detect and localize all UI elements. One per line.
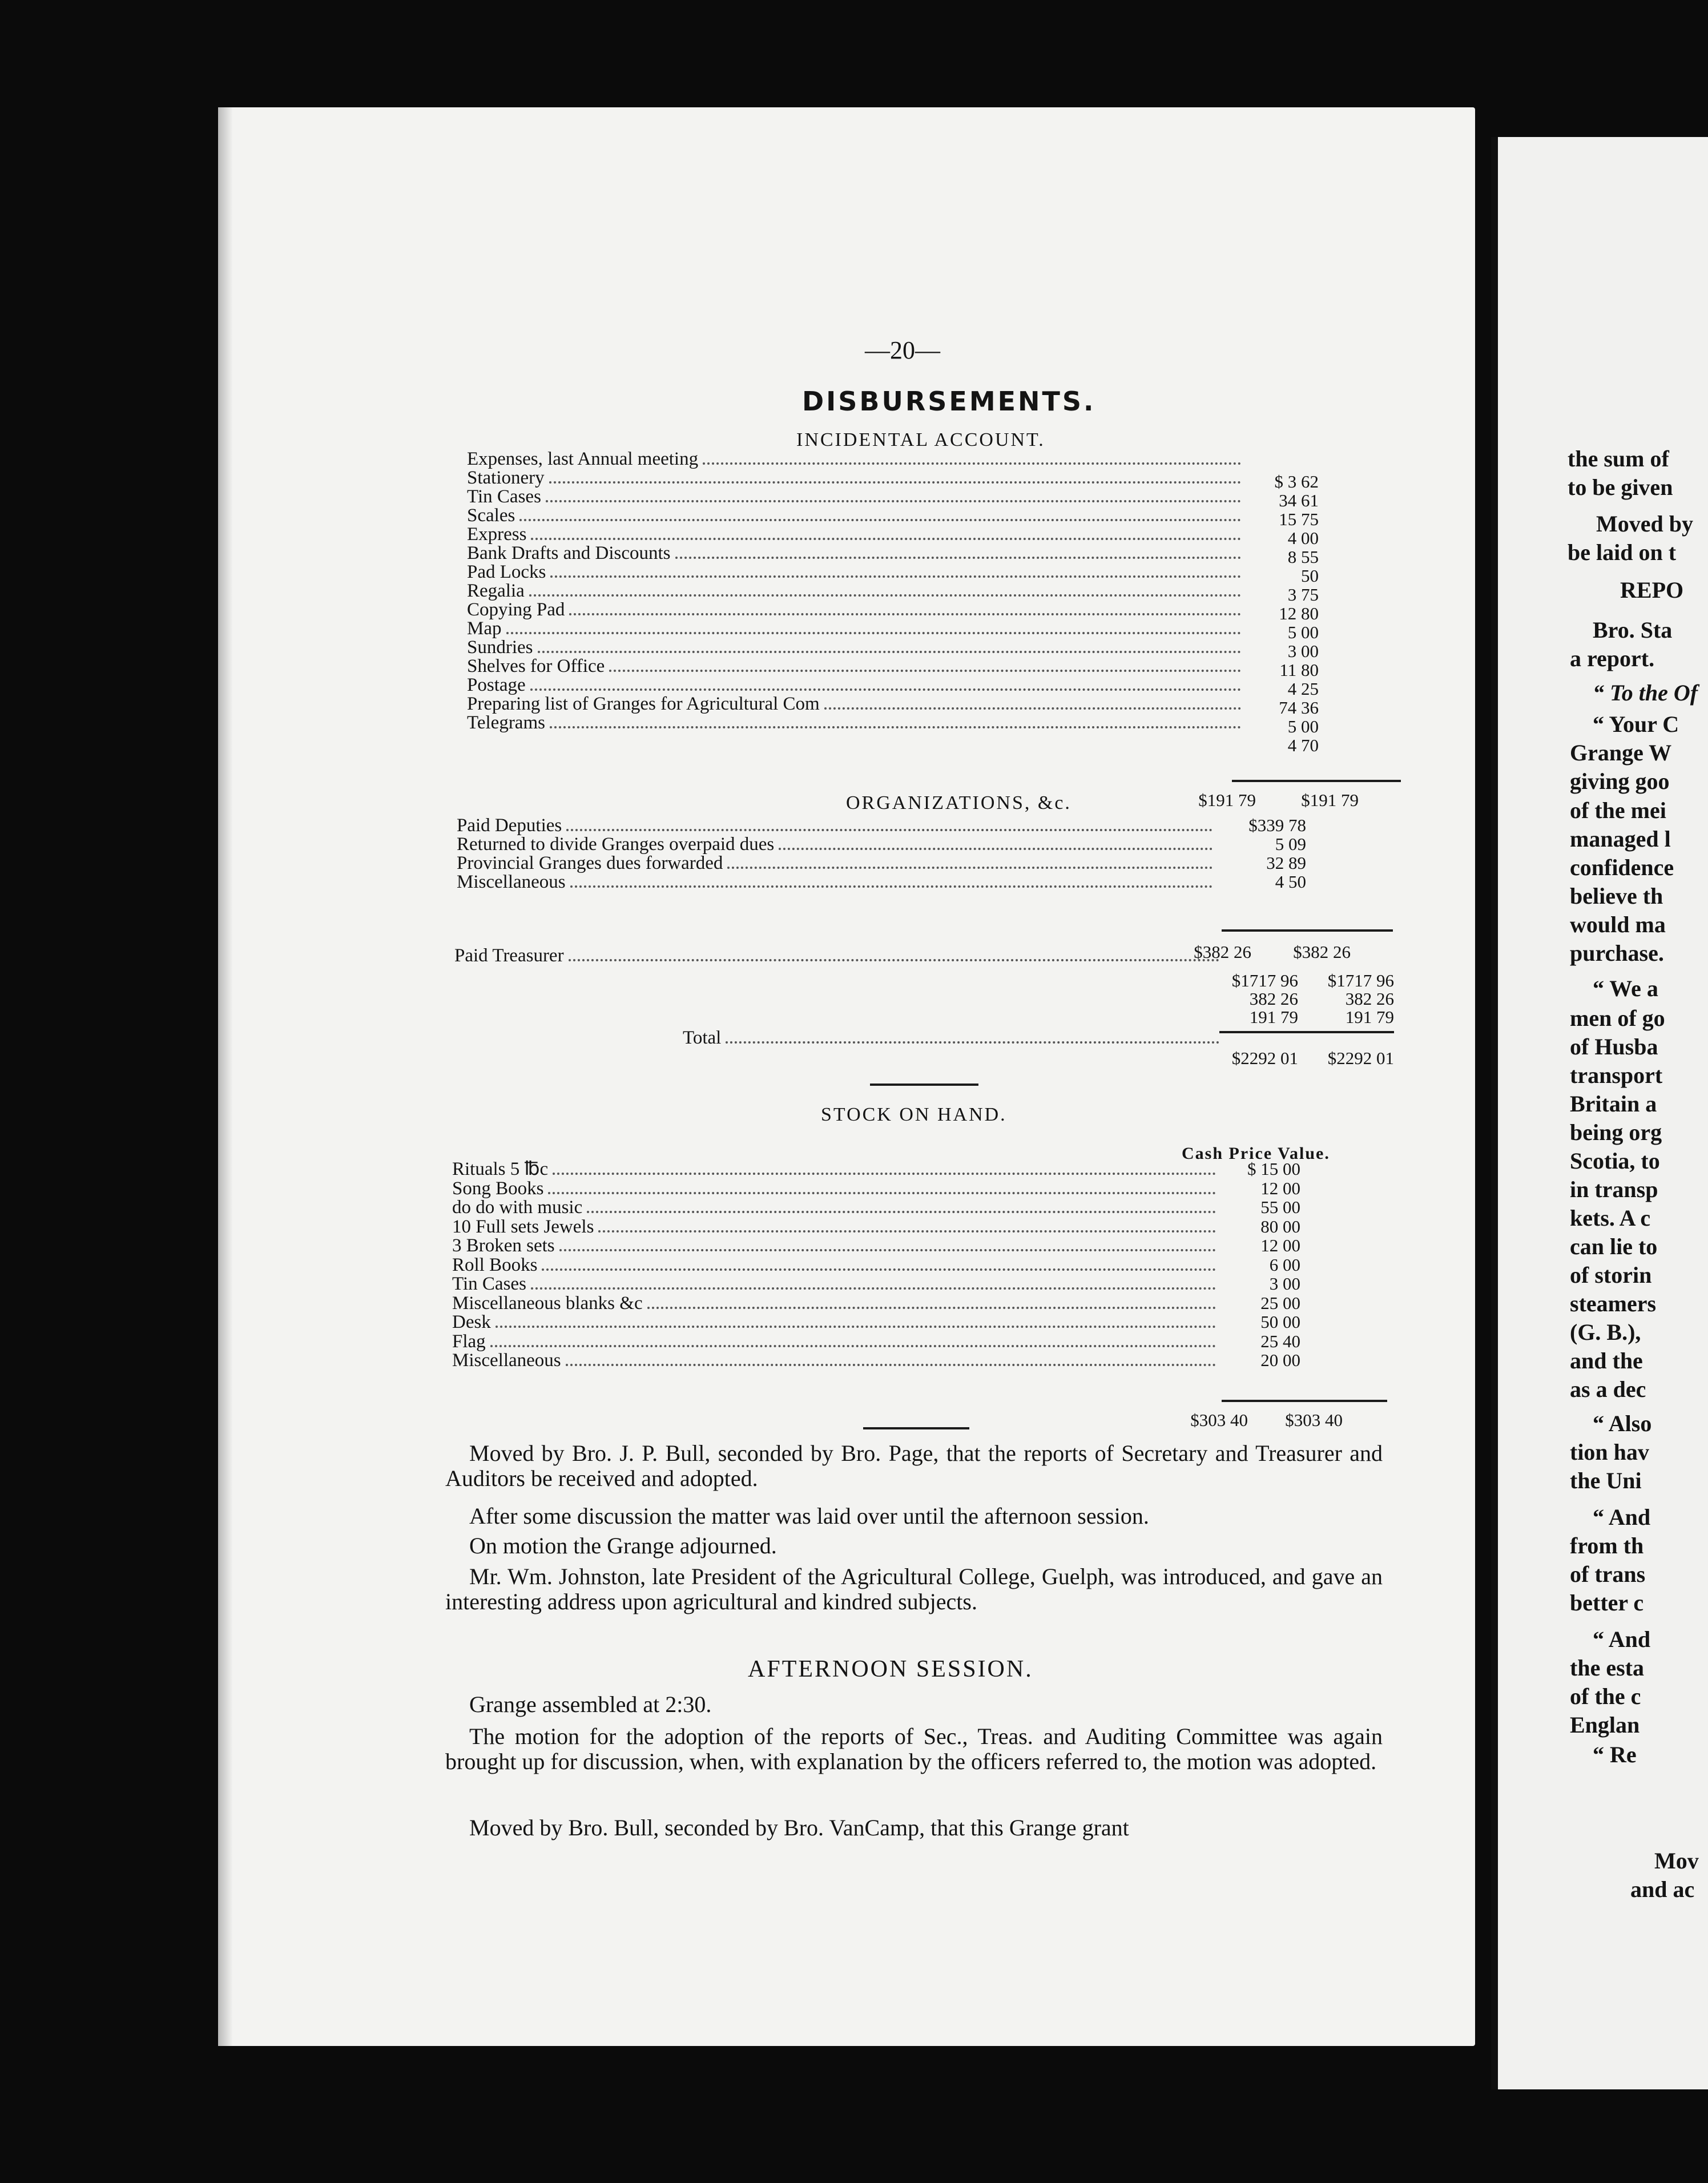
stock-item-row [452, 1159, 1219, 1179]
incidental-item-leader-dots [550, 562, 1241, 578]
facing-page-line: Englan [1570, 1712, 1640, 1738]
incidental-item-row [467, 675, 1244, 695]
stock-item-row [452, 1217, 1219, 1237]
stock-item-amount: 6 00 [1269, 1254, 1300, 1275]
incidental-item-leader-dots [703, 449, 1241, 465]
incidental-item-row [467, 599, 1244, 620]
facing-page-line: “ And [1593, 1626, 1651, 1652]
stock-item-row [452, 1312, 1219, 1332]
treasurer-amount-right: 382 26 [1345, 989, 1394, 1009]
facing-page-line: “ Also [1593, 1411, 1652, 1436]
facing-page-line: would ma [1570, 912, 1666, 937]
incidental-item-amount: 4 25 [1287, 679, 1319, 699]
stock-item-row [452, 1235, 1219, 1256]
paragraph-moved-bull: Moved by Bro. J. P. Bull, seconded by Bro. Page, that the reports of Secretary and Treasurer and Auditors be received and adopted. [445, 1440, 1383, 1491]
stock-item-row [452, 1274, 1219, 1294]
stock-item-row [452, 1350, 1219, 1371]
incidental-item-leader-dots [530, 675, 1241, 691]
facing-page-line: can lie to [1570, 1234, 1658, 1259]
stock-item-amount: 12 00 [1260, 1235, 1300, 1255]
facing-page-line: of storin [1570, 1262, 1652, 1288]
organizations-total-rule [1222, 929, 1393, 932]
organization-item-row [457, 834, 1216, 855]
facing-page-line: steamers [1570, 1291, 1657, 1316]
stock-item-amount: 55 00 [1260, 1197, 1300, 1217]
facing-page-line: better c [1570, 1590, 1644, 1616]
treasurer-amount-right: 191 79 [1345, 1007, 1394, 1027]
stock-item-amount: 12 00 [1260, 1178, 1300, 1198]
incidental-item-label: Preparing list of Granges for Agricultural Com [467, 694, 820, 714]
incidental-item-row [467, 562, 1244, 582]
treasurer-amount-right: $1717 96 [1327, 970, 1394, 990]
stock-item-amount: 20 00 [1260, 1350, 1300, 1370]
organization-item-amount: 4 50 [1275, 872, 1306, 892]
facing-page-line: giving goo [1570, 768, 1670, 794]
facing-page-line: “ To the Of [1593, 680, 1698, 706]
incidental-item-leader-dots [824, 694, 1241, 710]
stock-item-row [452, 1178, 1219, 1199]
incidental-item-label: Regalia [467, 581, 525, 601]
incidental-item-row [467, 524, 1244, 545]
facing-page-line: the sum of [1568, 446, 1669, 472]
stock-item-leader-dots [559, 1235, 1216, 1251]
incidental-total: $191 79 [1198, 790, 1256, 810]
grand-total-leader-dots [726, 1028, 1219, 1044]
organization-item-leader-dots [727, 853, 1212, 869]
incidental-item-leader-dots [531, 524, 1241, 540]
facing-page-line: managed l [1570, 826, 1671, 852]
paragraph-johnston: Mr. Wm. Johnston, late President of the Agricultural College, Guelph, was introduced, and gave an interesting address upon agricultural and kindred subjects. [445, 1564, 1383, 1614]
incidental-item-leader-dots [675, 543, 1241, 559]
treasurer-total-rule [1219, 1031, 1394, 1033]
stock-item-amount: 50 00 [1260, 1312, 1300, 1332]
stock-total-carried: $303 40 [1285, 1410, 1343, 1430]
incidental-item-row [467, 449, 1244, 469]
facing-page-line: being org [1570, 1119, 1662, 1145]
stock-item-leader-dots [531, 1274, 1216, 1290]
incidental-item-row [467, 618, 1244, 639]
organizations-heading: ORGANIZATIONS, &c. [846, 792, 1071, 813]
facing-page-line: (G. B.), [1570, 1319, 1641, 1345]
facing-page-line: “ Re [1593, 1742, 1637, 1767]
incidental-item-amount: 3 00 [1287, 641, 1319, 661]
incidental-item-label: Scales [467, 505, 515, 526]
incidental-item-row [467, 712, 1244, 733]
treasurer-leader-dots [569, 945, 1219, 961]
stock-item-leader-dots [647, 1293, 1216, 1309]
afternoon-session-heading: AFTERNOON SESSION. [748, 1656, 1033, 1682]
incidental-item-amount: 4 00 [1287, 528, 1319, 548]
incidental-item-row [467, 637, 1244, 658]
incidental-item-row [467, 486, 1244, 507]
facing-page-line: and ac [1630, 1876, 1695, 1902]
facing-page-line: men of go [1570, 1005, 1665, 1031]
stock-item-label: Desk [452, 1312, 491, 1332]
stock-item-leader-dots [490, 1331, 1216, 1347]
incidental-item-label: Bank Drafts and Discounts [467, 543, 671, 563]
incidental-item-amount: 11 80 [1279, 660, 1319, 680]
facing-page-line: as a dec [1570, 1376, 1646, 1402]
cash-price-value-header: Cash Price Value. [1182, 1144, 1330, 1163]
incidental-item-row [467, 581, 1244, 601]
incidental-item-label: Expenses, last Annual meeting [467, 449, 699, 469]
incidental-item-row [467, 656, 1244, 676]
stock-item-amount: 25 40 [1260, 1331, 1300, 1351]
stock-item-label: Tin Cases [452, 1274, 526, 1294]
treasurer-amount-left: $1717 96 [1231, 970, 1298, 990]
stock-item-amount: 25 00 [1260, 1292, 1300, 1313]
stock-item-label: 3 Broken sets [452, 1235, 555, 1256]
organizations-total: $382 26 [1194, 942, 1251, 962]
facing-page-line: kets. A c [1570, 1205, 1651, 1231]
incidental-total-rule [1232, 780, 1401, 782]
incidental-item-label: Sundries [467, 637, 533, 658]
page-number: —20— [865, 336, 940, 364]
facing-page-line: Britain a [1570, 1091, 1657, 1117]
organization-item-leader-dots [779, 834, 1212, 850]
stock-item-label: do do with music [452, 1197, 583, 1218]
organization-item-row [457, 815, 1216, 836]
facing-page-line: Moved by [1596, 511, 1693, 537]
incidental-item-leader-dots [529, 581, 1241, 597]
incidental-item-row [467, 694, 1244, 714]
paragraph-moved-vancamp: Moved by Bro. Bull, seconded by Bro. VanCamp, that this Grange grant [469, 1815, 1129, 1840]
stock-item-label: 10 Full sets Jewels [452, 1216, 594, 1237]
incidental-item-amount: 5 00 [1287, 622, 1319, 642]
facing-page-line: a report. [1570, 646, 1655, 671]
stock-item-leader-dots [598, 1217, 1216, 1233]
facing-page-line: REPO [1620, 577, 1684, 603]
treasurer-continuation-dots [651, 970, 1210, 984]
incidental-item-label: Copying Pad [467, 599, 565, 620]
facing-page-line: “ Your C [1593, 711, 1679, 737]
incidental-item-leader-dots [550, 712, 1241, 728]
organization-item-label: Miscellaneous [457, 872, 566, 892]
facing-page-line: the Uni [1570, 1468, 1642, 1493]
facing-page-line: transport [1570, 1062, 1663, 1088]
paragraph-motion-adoption: The motion for the adoption of the reports of Sec., Treas. and Auditing Committee was again brought up for discussion, when, with explanation by the officers referred to, the motion was adopted. [445, 1723, 1383, 1774]
organization-item-label: Paid Deputies [457, 815, 562, 836]
organizations-total-carried: $382 26 [1293, 942, 1351, 962]
facing-page-line: and the [1570, 1348, 1643, 1374]
treasurer-amount-left: 382 26 [1249, 989, 1298, 1009]
section-divider-2 [863, 1427, 969, 1429]
incidental-item-amount: 12 80 [1279, 603, 1319, 623]
incidental-account-heading: INCIDENTAL ACCOUNT. [796, 429, 1045, 450]
incidental-item-label: Stationery [467, 468, 545, 488]
treasurer-row [454, 945, 1219, 966]
facing-page-line: confidence [1570, 855, 1674, 880]
incidental-item-amount: 3 75 [1287, 585, 1319, 605]
incidental-item-row [467, 468, 1244, 488]
incidental-item-amount: 34 61 [1279, 490, 1319, 510]
facing-page-line: be laid on t [1568, 539, 1677, 565]
facing-page-line: tion hav [1570, 1439, 1649, 1465]
organization-item-leader-dots [570, 872, 1212, 888]
incidental-item-leader-dots [549, 468, 1241, 484]
stock-on-hand-heading: STOCK ON HAND. [821, 1104, 1007, 1125]
section-divider [870, 1084, 978, 1086]
treasurer-amount-left: 191 79 [1249, 1007, 1298, 1027]
incidental-item-amount: 74 36 [1279, 698, 1319, 718]
stock-item-leader-dots [496, 1312, 1216, 1328]
facing-page-line: “ We a [1593, 976, 1658, 1001]
facing-page-line: believe th [1570, 883, 1663, 909]
stock-total-rule [1222, 1400, 1387, 1402]
stock-item-leader-dots [553, 1159, 1216, 1175]
facing-page-line: “ And [1593, 1504, 1651, 1530]
incidental-item-amount: 4 70 [1287, 735, 1319, 755]
grand-total-left: $2292 01 [1231, 1048, 1298, 1068]
incidental-item-amount: $ 3 62 [1274, 472, 1319, 492]
organization-item-amount: $339 78 [1248, 815, 1306, 835]
organization-item-row [457, 872, 1216, 892]
stock-item-label: Song Books [452, 1178, 544, 1199]
incidental-item-leader-dots [569, 599, 1241, 615]
stock-item-leader-dots [542, 1255, 1216, 1271]
organization-item-leader-dots [566, 815, 1212, 831]
facing-page-line: Bro. Sta [1593, 617, 1673, 643]
stock-item-leader-dots [587, 1197, 1216, 1213]
incidental-item-amount: 15 75 [1279, 509, 1319, 529]
grand-total-row [683, 1028, 1219, 1048]
incidental-total-carried: $191 79 [1301, 790, 1359, 810]
grand-total-label: Total [683, 1028, 722, 1048]
incidental-item-leader-dots [506, 618, 1242, 634]
incidental-item-amount: 50 [1301, 566, 1319, 586]
incidental-item-label: Telegrams [467, 712, 545, 733]
facing-page-line: of the mei [1570, 798, 1666, 823]
facing-page-line: to be given [1568, 474, 1673, 500]
stock-item-leader-dots [548, 1178, 1216, 1194]
incidental-item-leader-dots [538, 637, 1242, 653]
facing-page-line: purchase. [1570, 940, 1664, 966]
disbursements-heading: DISBURSEMENTS. [802, 386, 1096, 417]
stock-item-label: Miscellaneous blanks &c [452, 1292, 643, 1314]
incidental-item-label: Map [467, 618, 502, 639]
facing-page-line: of trans [1570, 1561, 1646, 1587]
stock-item-leader-dots [566, 1350, 1216, 1366]
facing-page-line: Mov [1654, 1848, 1699, 1874]
stock-item-amount: 80 00 [1260, 1216, 1300, 1237]
stock-item-label: Rituals 5 ℔c [452, 1159, 549, 1179]
treasurer-label: Paid Treasurer [454, 945, 564, 966]
organization-item-amount: 5 09 [1275, 834, 1306, 854]
stock-item-label: Miscellaneous [452, 1350, 561, 1371]
stock-item-row [452, 1197, 1219, 1218]
incidental-item-label: Express [467, 524, 527, 545]
organization-item-label: Returned to divide Granges overpaid dues [457, 834, 775, 855]
incidental-item-leader-dots [546, 486, 1241, 502]
incidental-item-label: Pad Locks [467, 562, 546, 582]
stock-item-row [452, 1331, 1219, 1352]
facing-page-line: from th [1570, 1533, 1644, 1558]
organization-item-label: Provincial Granges dues forwarded [457, 853, 723, 873]
stock-item-amount: $ 15 00 [1247, 1159, 1300, 1179]
incidental-item-row [467, 505, 1244, 526]
facing-page-line: Grange W [1570, 740, 1672, 766]
facing-page-line: of the c [1570, 1683, 1641, 1709]
organization-item-amount: 32 89 [1266, 853, 1306, 873]
incidental-item-row [467, 543, 1244, 563]
stock-item-row [452, 1255, 1219, 1275]
paragraph-adjourned: On motion the Grange adjourned. [469, 1533, 777, 1558]
stock-item-amount: 3 00 [1269, 1274, 1300, 1294]
organization-item-row [457, 853, 1216, 873]
incidental-item-label: Shelves for Office [467, 656, 605, 676]
facing-page-line: the esta [1570, 1655, 1644, 1681]
incidental-item-amount: 8 55 [1287, 547, 1319, 567]
incidental-item-label: Postage [467, 675, 526, 695]
facing-page-line: Scotia, to [1570, 1148, 1660, 1174]
paragraph-assembled: Grange assembled at 2:30. [469, 1691, 712, 1717]
stock-item-label: Flag [452, 1331, 486, 1352]
incidental-item-label: Tin Cases [467, 486, 541, 507]
stock-item-row [452, 1293, 1219, 1314]
incidental-item-leader-dots [519, 505, 1241, 521]
stock-item-label: Roll Books [452, 1254, 538, 1275]
facing-page-line: of Husba [1570, 1034, 1658, 1060]
incidental-item-leader-dots [609, 656, 1241, 672]
incidental-item-amount: 5 00 [1287, 716, 1319, 736]
facing-page-line: in transp [1570, 1177, 1658, 1202]
paragraph-discussion: After some discussion the matter was laid over until the afternoon session. [469, 1503, 1149, 1529]
grand-total-right: $2292 01 [1327, 1048, 1394, 1068]
stock-total: $303 40 [1190, 1410, 1248, 1430]
